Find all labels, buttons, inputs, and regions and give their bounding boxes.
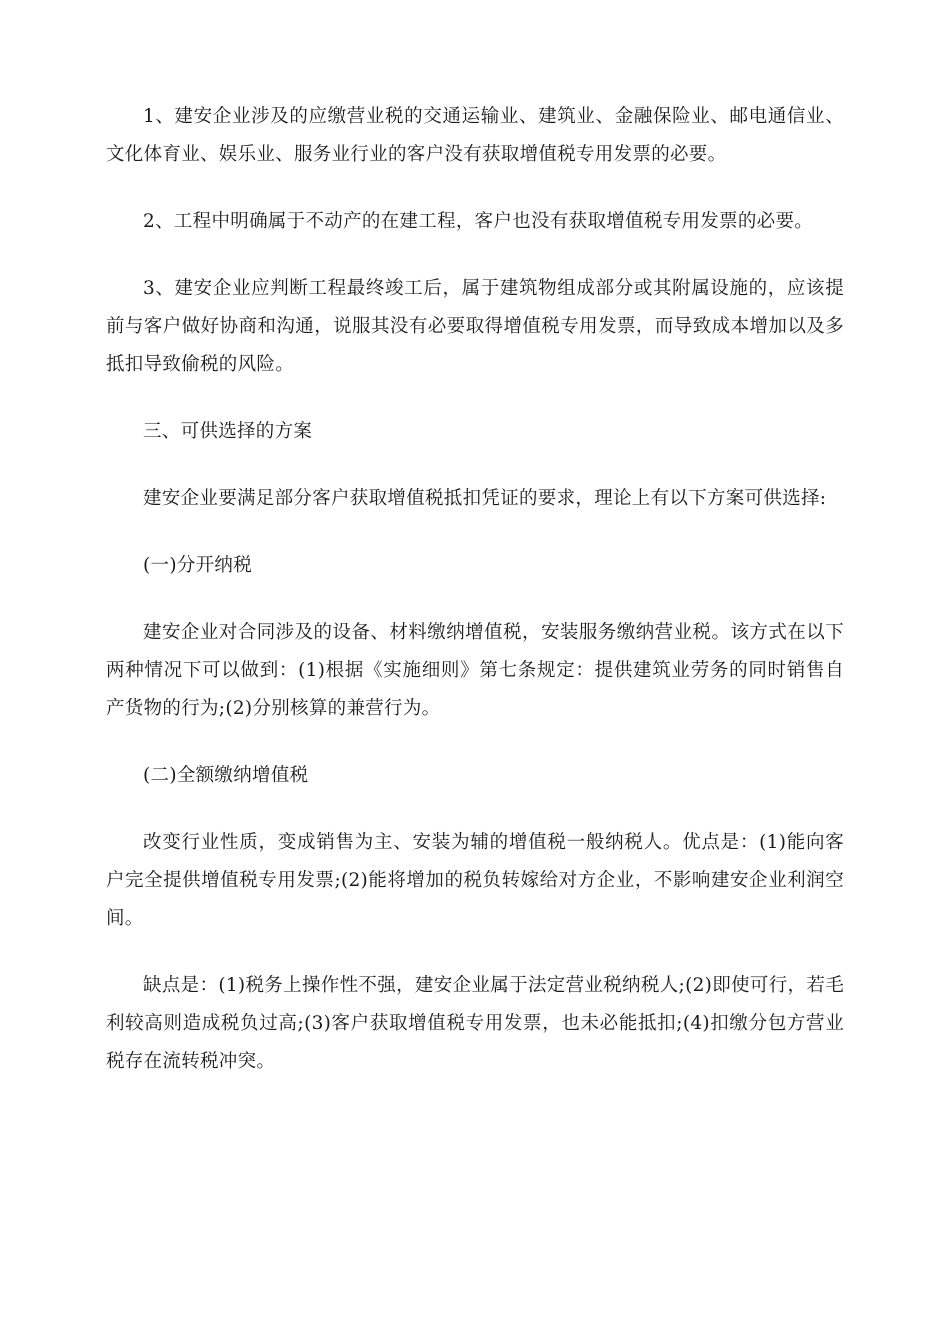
subheading-full-vat: (二)全额缴纳增值税 — [143, 765, 309, 786]
document-body — [106, 98, 844, 1110]
paragraph-1: 1、建安企业涉及的应缴营业税的交通运输业、建筑业、金融保险业、邮电通信业、文化体育业、娱乐业、服务业行业的客户没有获取增值税专用发票的必要。 — [106, 106, 844, 165]
paragraph-2: 2、工程中明确属于不动产的在建工程，客户也没有获取增值税专用发票的必要。 — [143, 211, 814, 232]
section-heading-3: 三、可供选择的方案 — [143, 421, 313, 442]
paragraph-3: 3、建安企业应判断工程最终竣工后，属于建筑物组成部分或其附属设施的，应该提前与客户做好协商和沟通，说服其没有必要取得增值税专用发票，而导致成本增加以及多抵扣导致偷税的风险。 — [106, 278, 844, 375]
paragraph-separate-tax: 建安企业对合同涉及的设备、材料缴纳增值税，安装服务缴纳营业税。该方式在以下两种情况下可以做到：(1)根据《实施细则》第七条规定：提供建筑业劳务的同时销售自产货物的行为;(2)分别核算的兼营行为。 — [106, 622, 844, 719]
paragraph-intro-options: 建安企业要满足部分客户获取增值税抵扣凭证的要求，理论上有以下方案可供选择: — [143, 488, 827, 509]
paragraph-disadvantages: 缺点是：(1)税务上操作性不强，建安企业属于法定营业税纳税人;(2)即使可行，若毛利较高则造成税负过高;(3)客户获取增值税专用发票，也未必能抵扣;(4)扣缴分包方营业税存在流转税冲突。 — [106, 975, 844, 1072]
subheading-separate-tax: (一)分开纳税 — [143, 555, 253, 576]
paragraph-advantages: 改变行业性质，变成销售为主、安装为辅的增值税一般纳税人。优点是：(1)能向客户完全提供增值税专用发票;(2)能将增加的税负转嫁给对方企业，不影响建安企业利润空间。 — [106, 832, 844, 929]
